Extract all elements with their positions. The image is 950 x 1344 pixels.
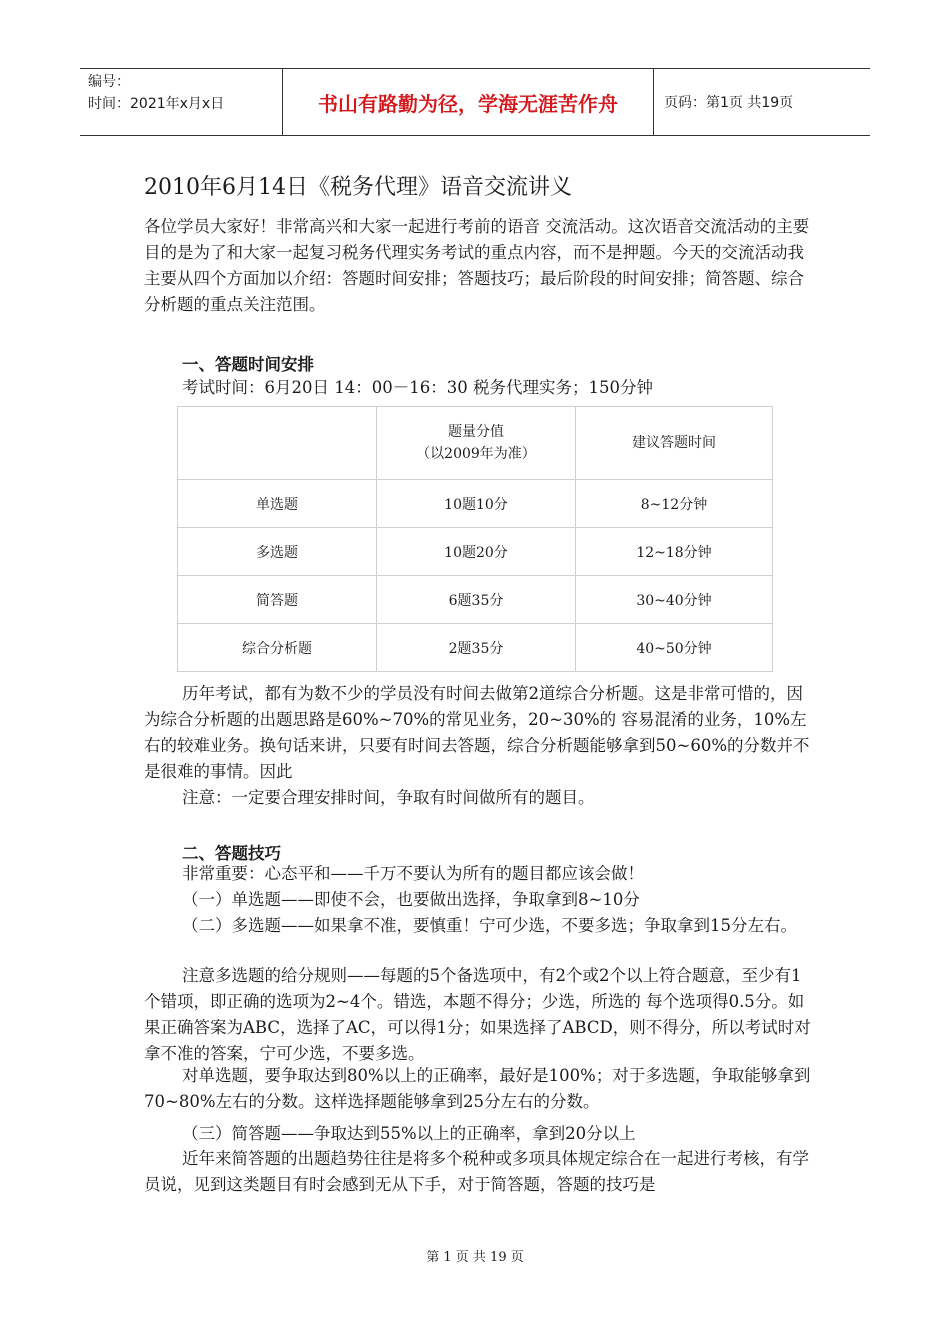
table-cell: 单选题 (178, 480, 377, 528)
table-cell: 30~40分钟 (576, 576, 773, 624)
page-header (80, 68, 870, 136)
header-number-label: 编号： (88, 74, 130, 90)
section2-multi-rule: 注意多选题的给分规则——每题的5个备选项中，有2个或2个以上符合题意，至少有1个错项，即正确的选项为2~4个。错选，本题不得分；少选，所选的 每个选项得0.5分。如果正确答案为ABC，选择了AC，可以得1分；如果选择了ABCD，则不得分，所以考试时对拿不准的答案，宁可少选，不要多选。 (144, 966, 811, 1063)
table-cell: 2题35分 (377, 624, 576, 672)
document-title: 2010年6月14日《税务代理》语音交流讲义 (144, 175, 572, 200)
table-header-row (178, 407, 773, 480)
exam-time: 考试时间：6月20日 14：00－16：30 税务代理实务；150分钟 (182, 378, 653, 397)
table-cell: 12~18分钟 (576, 528, 773, 576)
page-footer: 第 1 页 共 19 页 (426, 1250, 524, 1265)
section2-single-choice: （一）单选题——即使不会，也要做出选择，争取拿到8~10分 (182, 890, 640, 909)
table-cell: 40~50分钟 (576, 624, 773, 672)
header-motto: 书山有路勤为径，学海无涯苦作舟 (282, 69, 654, 135)
header-meta (80, 69, 282, 135)
section2-line-important: 非常重要：心态平和——千万不要认为所有的题目都应该会做！ (182, 864, 644, 883)
table-cell: 8~12分钟 (576, 480, 773, 528)
table-row (178, 528, 773, 576)
table-header-score: 题量分值 (448, 424, 504, 440)
table-header-cell (178, 407, 377, 480)
section2-heading: 二、答题技巧 (182, 844, 281, 863)
section1-note: 注意：一定要合理安排时间，争取有时间做所有的题目。 (182, 788, 595, 807)
table-cell: 10题20分 (377, 528, 576, 576)
header-page-label: 页码：第1页 共19页 (664, 95, 794, 111)
time-allocation-table (177, 406, 773, 672)
table-header-basis: （以2009年为准） (416, 446, 536, 462)
section2-short-answer-trend: 近年来简答题的出题趋势往往是将多个税种或多项具体规定综合在一起进行考核，有学员说，见到这类题目有时会感到无从下手，对于简答题，答题的技巧是 (144, 1149, 809, 1194)
table-row (178, 480, 773, 528)
table-cell: 简答题 (178, 576, 377, 624)
intro-paragraph: 各位学员大家好！非常高兴和大家一起进行考前的语音 交流活动。这次语音交流活动的主要目的是为了和大家一起复习税务代理实务考试的重点内容，而不是押题。今天的交流活动我主要从四个方面加以介绍：答题时间安排；答题技巧；最后阶段的时间安排；简答题、综合分析题的重点关注范围。 (144, 217, 810, 314)
section2-multi-choice: （二）多选题——如果拿不准，要慎重！宁可少选，不要多选；争取拿到15分左右。 (182, 916, 797, 935)
section2-short-answer: （三）简答题——争取达到55%以上的正确率，拿到20分以上 (182, 1124, 636, 1143)
table-cell: 多选题 (178, 528, 377, 576)
table-header-cell: 建议答题时间 (576, 407, 773, 480)
table-header-cell (377, 407, 576, 480)
section1-heading: 一、答题时间安排 (182, 355, 314, 374)
table-cell: 综合分析题 (178, 624, 377, 672)
table-row (178, 576, 773, 624)
table-cell: 10题10分 (377, 480, 576, 528)
section1-paragraph: 历年考试，都有为数不少的学员没有时间去做第2道综合分析题。这是非常可惜的，因为综合分析题的出题思路是60%~70%的常见业务，20~30%的 容易混淆的业务，10%左右的较难业务。换句话来讲，只要有时间去答题，综合分析题能够拿到50~60%的分数并不是很难的事情。因此 (144, 684, 810, 781)
table-row (178, 624, 773, 672)
table-cell: 6题35分 (377, 576, 576, 624)
section2-accuracy: 对单选题，要争取达到80%以上的正确率，最好是100%；对于多选题，争取能够拿到70~80%左右的分数。这样选择题能够拿到25分左右的分数。 (144, 1066, 811, 1111)
header-time-label: 时间：2021年x月x日 (88, 96, 225, 112)
